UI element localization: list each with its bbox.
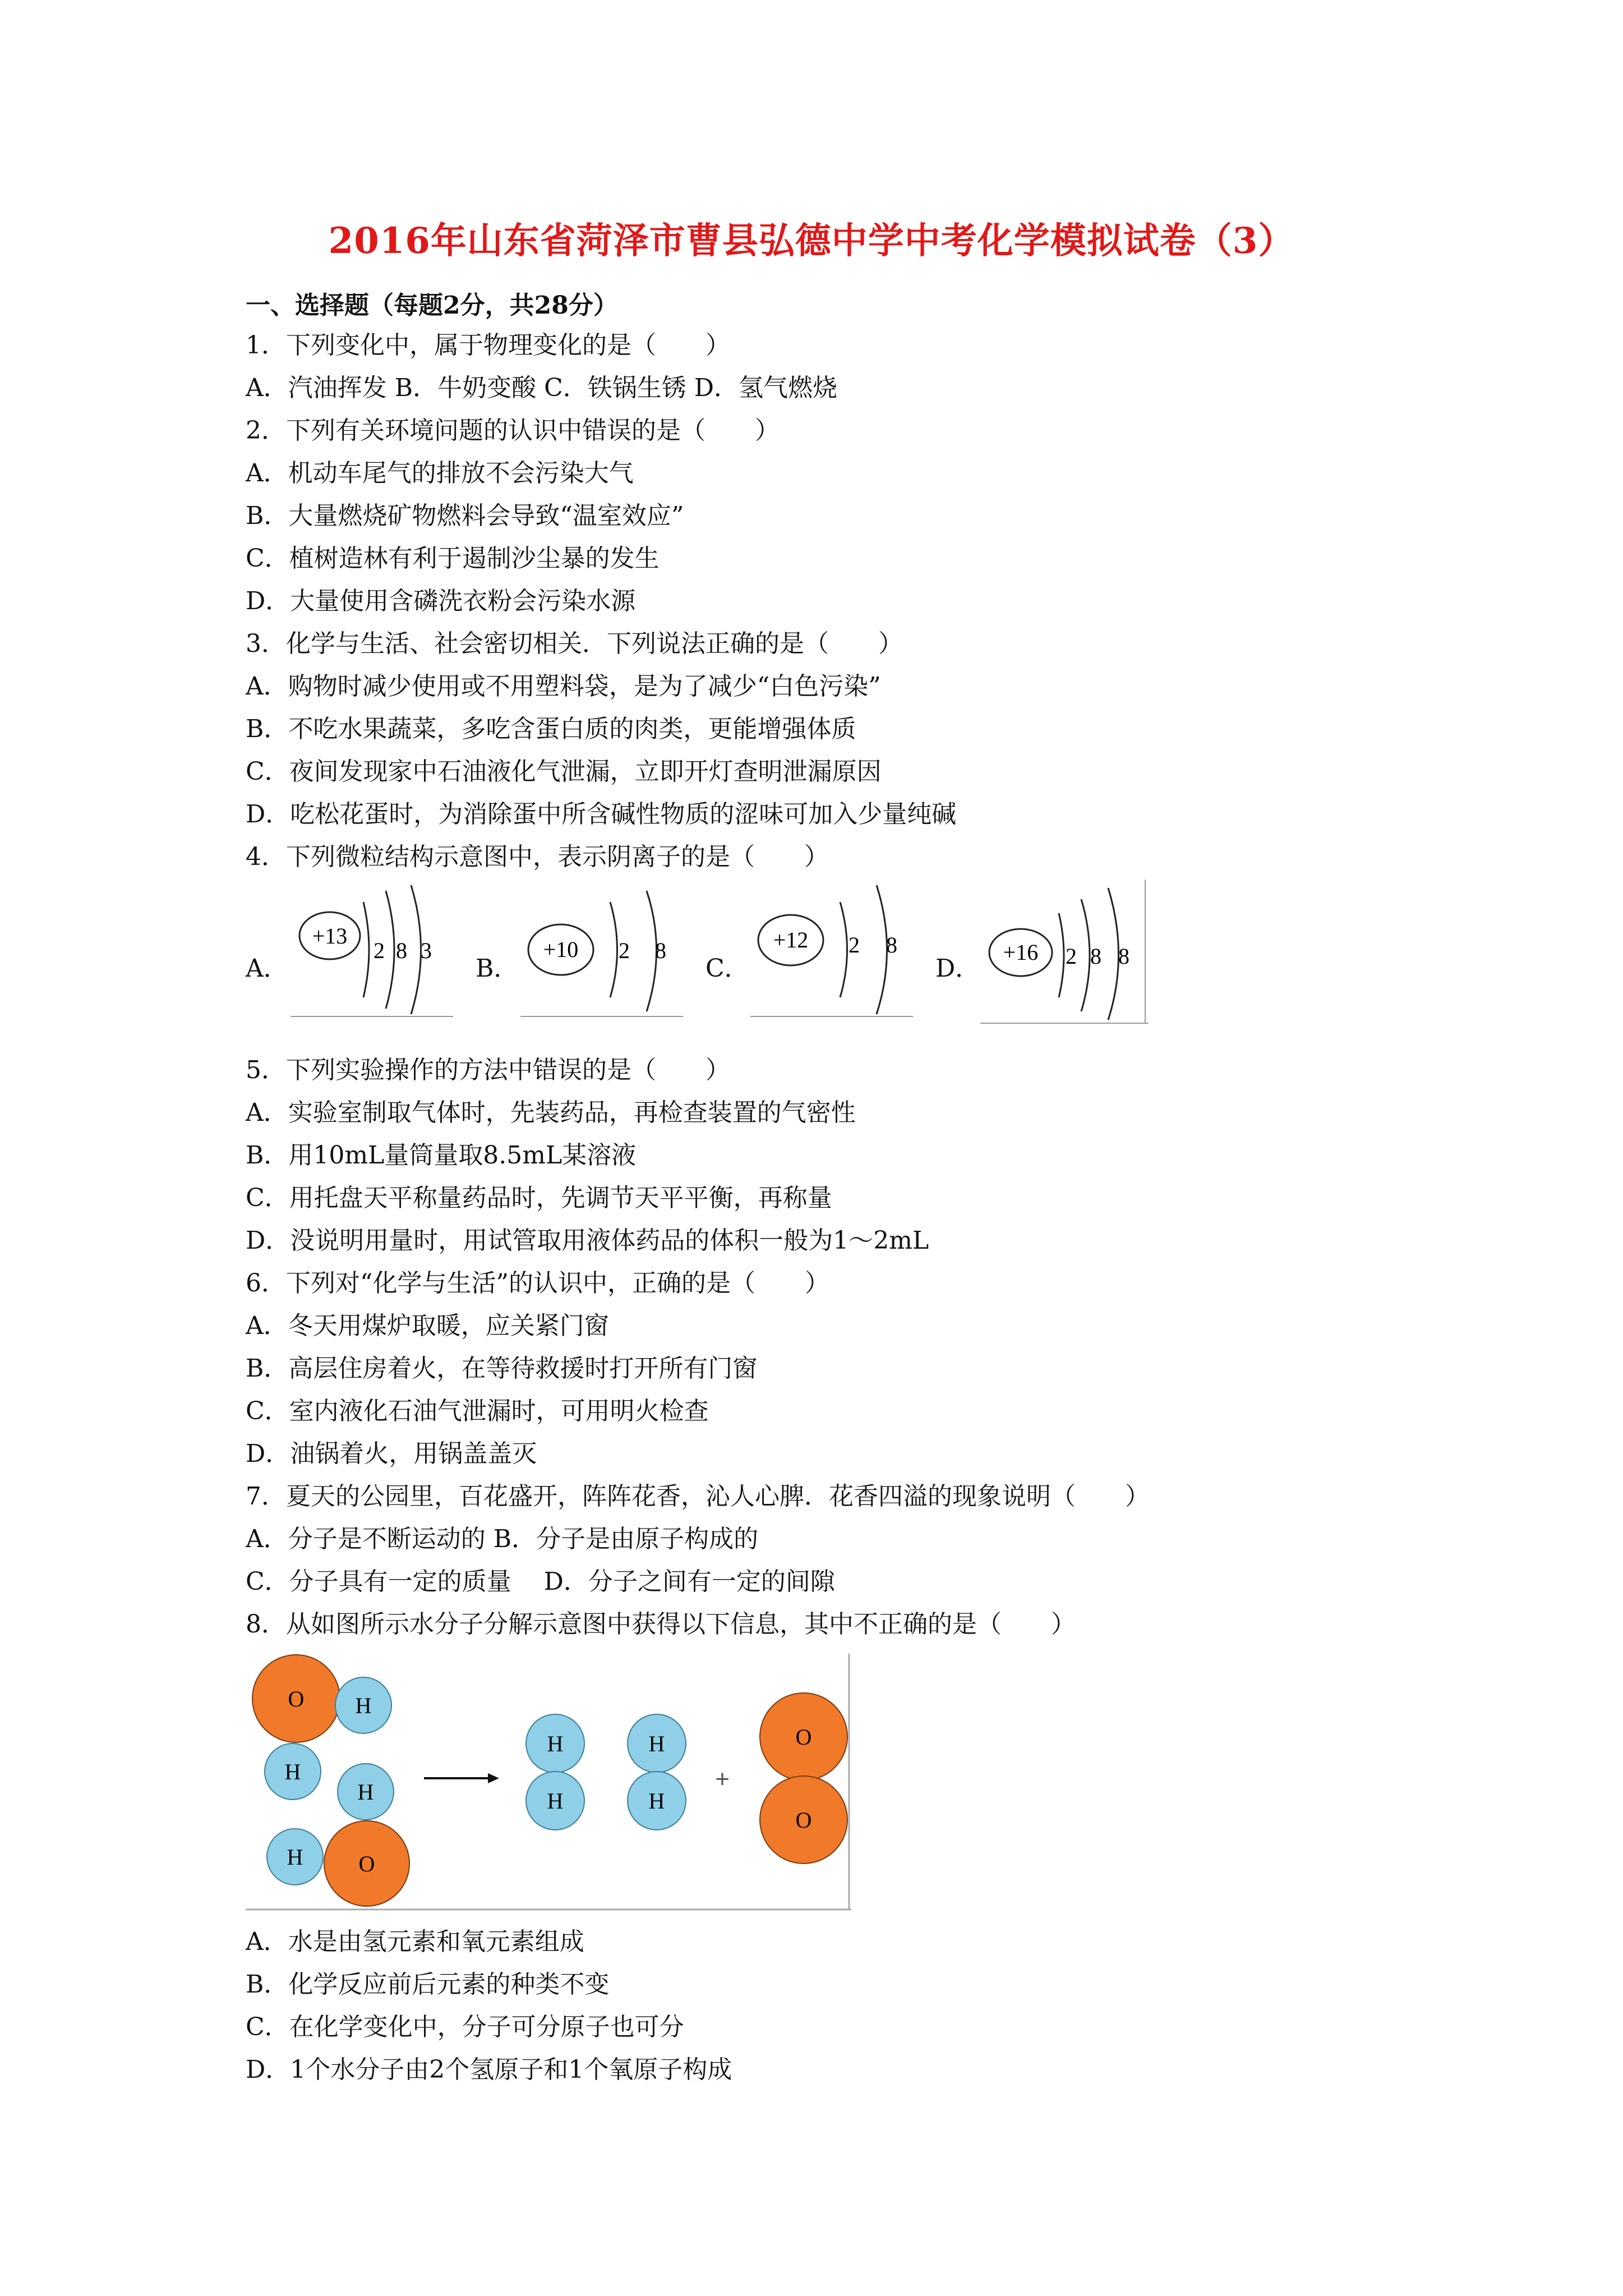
question-2: 2．下列有关环境问题的认识中错误的是（ ） <box>246 416 780 445</box>
atom-a-shell-2: 8 <box>396 938 407 963</box>
atom-a-shell-3: 3 <box>421 938 432 963</box>
hydrogen-label: H <box>547 1788 564 1814</box>
question-8-option-a: A．水是由氢元素和氧元素组成 <box>246 1927 584 1956</box>
question-2-option-d: D．大量使用含磷洗衣粉会污染水源 <box>246 587 636 615</box>
q4-option-d-label: D． <box>935 954 980 983</box>
oxygen-label: O <box>795 1724 812 1750</box>
hydrogen-label: H <box>648 1788 665 1814</box>
atom-d-shell-3: 8 <box>1118 944 1129 969</box>
question-7-options-cd: C．分子具有一定的质量 D．分子之间有一定的间隙 <box>246 1567 835 1596</box>
page-title: 2016年山东省菏泽市曹县弘德中学中考化学模拟试卷（3） <box>328 220 1295 262</box>
atom-b-nucleus: +10 <box>543 937 579 962</box>
atom-c-shell-1: 2 <box>849 932 860 958</box>
question-1-options: A．汽油挥发 B．牛奶变酸 C．铁锅生锈 D．氢气燃烧 <box>246 374 838 402</box>
hydrogen-label: H <box>284 1759 301 1784</box>
water-decomposition-diagram <box>246 1654 851 1912</box>
question-3: 3．化学与生活、社会密切相关．下列说法正确的是（ ） <box>246 629 903 658</box>
hydrogen-label: H <box>547 1731 564 1756</box>
question-5-option-d: D．没说明用量时，用试管取用液体药品的体积一般为1～2mL <box>246 1226 929 1255</box>
atom-diagram-a <box>291 880 453 1020</box>
question-3-option-c: C．夜间发现家中石油液化气泄漏，立即开灯查明泄漏原因 <box>246 757 882 786</box>
section-heading: 一、选择题（每题2分，共28分） <box>246 291 618 320</box>
atom-diagram-c <box>750 880 913 1020</box>
question-8: 8．从如图所示水分子分解示意图中获得以下信息，其中不正确的是（ ） <box>246 1610 1076 1639</box>
atom-a-shell-1: 2 <box>374 938 385 963</box>
oxygen-label: O <box>358 1851 375 1876</box>
question-7-options-ab: A．分子是不断运动的 B．分子是由原子构成的 <box>246 1525 759 1553</box>
hydrogen-label: H <box>648 1731 665 1756</box>
question-3-option-d: D．吃松花蛋时，为消除蛋中所含碱性物质的涩味可加入少量纯碱 <box>246 800 957 829</box>
question-6: 6．下列对“化学与生活”的认识中，正确的是（ ） <box>246 1269 829 1297</box>
atom-diagram-b <box>520 880 683 1020</box>
question-1: 1．下列变化中，属于物理变化的是（ ） <box>246 331 730 360</box>
question-7: 7．夏天的公园里，百花盛开，阵阵花香，沁人心脾．花香四溢的现象说明（ ） <box>246 1482 1150 1511</box>
question-6-option-c: C．室内液化石油气泄漏时，可用明火检查 <box>246 1397 709 1425</box>
hydrogen-label: H <box>287 1844 303 1870</box>
atom-d-nucleus: +16 <box>1003 940 1039 965</box>
atom-a-nucleus: +13 <box>312 923 348 949</box>
atom-b-shell-2: 8 <box>655 938 666 963</box>
question-3-option-a: A．购物时减少使用或不用塑料袋，是为了减少“白色污染” <box>246 672 881 701</box>
question-8-option-d: D．1个水分子由2个氢原子和1个氧原子构成 <box>246 2055 732 2084</box>
question-5-option-a: A．实验室制取气体时，先装药品，再检查装置的气密性 <box>246 1098 856 1127</box>
question-8-option-c: C．在化学变化中，分子可分原子也可分 <box>246 2013 684 2041</box>
question-5: 5．下列实验操作的方法中错误的是（ ） <box>246 1056 730 1084</box>
question-6-option-a: A．冬天用煤炉取暖，应关紧门窗 <box>246 1312 609 1340</box>
oxygen-label: O <box>288 1686 305 1711</box>
q4-atom-diagrams <box>246 880 1199 1031</box>
question-8-option-b: B．化学反应前后元素的种类不变 <box>246 1970 610 1999</box>
question-2-option-c: C．植树造林有利于遏制沙尘暴的发生 <box>246 544 660 573</box>
oxygen-label: O <box>795 1807 812 1833</box>
reaction-arrow-head <box>488 1773 499 1783</box>
atom-c-shell-2: 8 <box>886 932 897 958</box>
atom-d-shell-2: 8 <box>1090 944 1101 969</box>
question-5-option-b: B．用10mL量筒量取8.5mL某溶液 <box>246 1141 637 1170</box>
question-2-option-a: A．机动车尾气的排放不会污染大气 <box>246 459 634 487</box>
plus-sign: + <box>715 1765 730 1793</box>
atom-diagram-d <box>980 880 1149 1027</box>
atom-b-shell-1: 2 <box>619 938 630 963</box>
q4-option-a-label: A． <box>246 954 288 983</box>
atom-c-nucleus: +12 <box>773 927 809 953</box>
question-5-option-c: C．用托盘天平称量药品时，先调节天平平衡，再称量 <box>246 1184 832 1212</box>
q4-option-b-label: B． <box>476 954 519 983</box>
question-3-option-b: B．不吃水果蔬菜，多吃含蛋白质的肉类，更能增强体质 <box>246 715 856 743</box>
question-4: 4．下列微粒结构示意图中，表示阴离子的是（ ） <box>246 843 829 871</box>
question-2-option-b: B．大量燃烧矿物燃料会导致“温室效应” <box>246 501 684 530</box>
q4-option-c-label: C． <box>706 954 749 983</box>
question-6-option-b: B．高层住房着火，在等待救援时打开所有门窗 <box>246 1354 758 1383</box>
hydrogen-label: H <box>355 1693 372 1718</box>
question-6-option-d: D．油锅着火，用锅盖盖灭 <box>246 1439 537 1468</box>
atom-d-shell-1: 2 <box>1066 944 1077 969</box>
hydrogen-label: H <box>357 1779 374 1805</box>
